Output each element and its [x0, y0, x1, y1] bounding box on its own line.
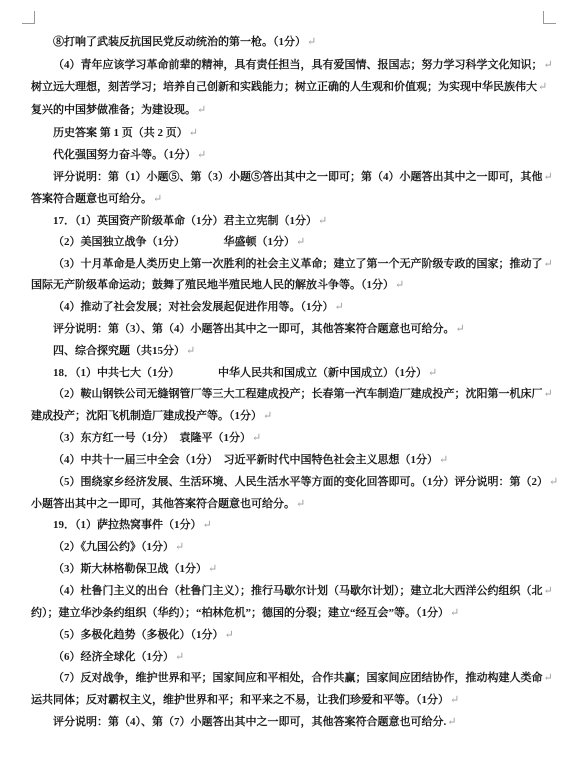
text-line-content: （2）《九国公约》（1分）	[53, 541, 174, 553]
text-line-content: 代化强国努力奋斗等。（1分）	[53, 149, 196, 161]
paragraph-mark-icon: ↵	[450, 694, 460, 706]
paragraph-mark-icon: ↵	[175, 541, 185, 553]
text-line	[53, 475, 559, 489]
text-line	[31, 278, 551, 292]
text-line	[53, 715, 551, 729]
text-line-content: 评分说明：第（3）、第（4）小题答出其中之一即可，其他答案符合题意也可给分。	[53, 323, 455, 335]
text-line	[31, 606, 551, 620]
text-line-content: 评分说明：第（4）、第（7）小题答出其中之一即可，其他答案符合题意也可给分.	[53, 716, 447, 728]
text-line	[31, 693, 551, 707]
text-line-content: （4）推动了社会发展；对社会发展起促进作用等。（1分）	[53, 301, 334, 313]
paragraph-mark-icon: ↵	[538, 81, 548, 93]
paragraph-mark-icon: ↵	[334, 301, 344, 313]
text-line-content: 评分说明：第（1）小题⑤、第（3）小题⑤答出其中之一即可；第（4）小题答出其中之一即可，其他	[53, 171, 543, 183]
text-line	[53, 540, 551, 554]
text-line	[53, 650, 551, 664]
paragraph-mark-icon: ↵	[153, 193, 163, 205]
text-line-content: 历史答案 第 1 页（共 2 页）	[53, 127, 188, 139]
page-corner-mark-left	[22, 11, 35, 24]
text-line-content: 建成投产；沈阳飞机制造厂建成投产等。（1分）	[31, 410, 262, 422]
text-line	[53, 257, 551, 271]
paragraph-mark-icon: ↵	[543, 171, 553, 183]
paragraph-mark-icon: ↵	[186, 345, 196, 357]
paragraph-mark-icon: ↵	[202, 519, 212, 531]
text-line-content: （3）斯大林格勒保卫战（1分）	[53, 563, 207, 575]
text-line-content: 19．（1）萨拉热窝事件（1分）	[53, 519, 202, 531]
text-line-content: （3）十月革命是人类历史上第一次胜利的社会主义革命；建立了第一个无产阶级专政的国家；推动了	[53, 258, 543, 270]
text-line	[53, 584, 551, 598]
paragraph-mark-icon: ↵	[307, 36, 317, 48]
paragraph-mark-icon: ↵	[428, 367, 438, 379]
text-line-content: 答案符合题意也可给分。	[31, 193, 152, 205]
paragraph-mark-icon: ↵	[224, 629, 234, 641]
text-line	[53, 35, 551, 49]
paragraph-mark-icon: ↵	[188, 127, 198, 139]
text-line-content: （3）东方红一号（1分） 袁隆平（1分）	[53, 432, 251, 444]
paragraph-mark-icon: ↵	[543, 388, 553, 400]
text-line	[53, 344, 551, 358]
page-corner-mark-right	[543, 11, 556, 24]
text-line	[31, 103, 551, 117]
paragraph-mark-icon: ↵	[543, 59, 553, 71]
paragraph-mark-icon: ↵	[455, 323, 465, 335]
paragraph-mark-icon: ↵	[543, 585, 553, 597]
paragraph-mark-icon: ↵	[252, 432, 262, 444]
paragraph-mark-icon: ↵	[549, 476, 559, 488]
text-line	[53, 322, 551, 336]
text-line-content: 复兴的中国梦做准备；为建设现。	[31, 104, 196, 116]
paragraph-mark-icon: ↵	[296, 236, 306, 248]
text-line	[31, 192, 551, 206]
text-line-content: （4）青年应该学习革命前辈的精神，具有责任担当，具有爱国情、报国志；努力学习科学文化知识；	[53, 59, 543, 71]
text-line	[53, 148, 551, 162]
text-line-content: （4）杜鲁门主义的出台（杜鲁门主义）；推行马歇尔计划（马歇尔计划）；建立北大西洋公约组织（北	[53, 585, 543, 597]
text-line-content: 四、综合探究题（共15分）	[53, 345, 185, 357]
paragraph-mark-icon: ↵	[318, 215, 328, 227]
text-line-content: 树立远大理想，刻苦学习；培养自己创新和实践能力；树立正确的人生观和价值观；为实现中华民族伟大	[31, 81, 537, 93]
text-line-content: （4）中共十一届三中全会（1分） 习近平新时代中国特色社会主义思想（1分）	[53, 454, 438, 466]
text-line	[53, 431, 551, 445]
text-line	[53, 671, 551, 685]
paragraph-mark-icon: ↵	[263, 410, 273, 422]
paragraph-mark-icon: ↵	[439, 454, 449, 466]
text-line-content: 17．（1）英国资产阶级革命（1分）君主立宪制（1分）	[53, 215, 317, 227]
text-line-content: 约）；建立华沙条约组织（华约）；“柏林危机”；德国的分裂；建立“经互会”等。（1分）	[31, 607, 449, 619]
text-line	[53, 58, 551, 72]
text-line	[53, 366, 551, 380]
paragraph-mark-icon: ↵	[296, 498, 306, 510]
text-line	[53, 628, 551, 642]
paragraph-mark-icon: ↵	[543, 672, 553, 684]
text-line-content: （7）反对战争，维护世界和平；国家间应和平相处，合作共赢；国家间应团结协作，推动构建人类命	[53, 672, 543, 684]
text-line-content: ⑧打响了武装反抗国民党反动统治的第一枪。（1分）	[53, 36, 306, 48]
paragraph-mark-icon: ↵	[197, 149, 207, 161]
text-line-content: 国际无产阶级革命运动；鼓舞了殖民地半殖民地人民的解放斗争等。（1分）	[31, 279, 394, 291]
text-line	[53, 300, 551, 314]
text-line	[53, 453, 551, 467]
paragraph-mark-icon: ↵	[197, 104, 207, 116]
text-line-content: 运共同体；反对霸权主义，维护世界和平；和平来之不易，让我们珍爱和平等。（1分）	[31, 694, 449, 706]
text-line-content: （5）多极化趋势（多极化）（1分）	[53, 629, 224, 641]
text-line-content: （2）美国独立战争（1分） 华盛顿（1分）	[53, 236, 295, 248]
paragraph-mark-icon: ↵	[395, 279, 405, 291]
text-line	[53, 214, 551, 228]
text-line	[31, 497, 551, 511]
paragraph-mark-icon: ↵	[175, 651, 185, 663]
paragraph-mark-icon: ↵	[208, 563, 218, 575]
text-line	[53, 387, 551, 401]
text-line	[53, 170, 551, 184]
text-line	[53, 562, 551, 576]
text-line	[31, 80, 551, 94]
text-line-content: 18．（1）中共七大（1分） 中华人民共和国成立（新中国成立）（1分）	[53, 367, 427, 379]
paragraph-mark-icon: ↵	[447, 716, 457, 728]
text-line-content: （2）鞍山钢铁公司无缝钢管厂等三大工程建成投产；长春第一汽车制造厂建成投产；沈阳第一机床厂	[53, 388, 543, 400]
text-line	[31, 409, 551, 423]
text-line	[53, 518, 551, 532]
text-line-content: 小题答出其中之一即可，其他答案符合题意也可给分。	[31, 498, 295, 510]
paragraph-mark-icon: ↵	[450, 607, 460, 619]
text-line	[53, 235, 551, 249]
text-line	[53, 126, 551, 140]
paragraph-mark-icon: ↵	[543, 258, 553, 270]
text-line-content: （6）经济全球化（1分）	[53, 651, 174, 663]
text-line-content: （5）围绕家乡经济发展、生活环境、人民生活水平等方面的变化回答即可。（1分）评分说明：第（2）	[53, 476, 548, 488]
